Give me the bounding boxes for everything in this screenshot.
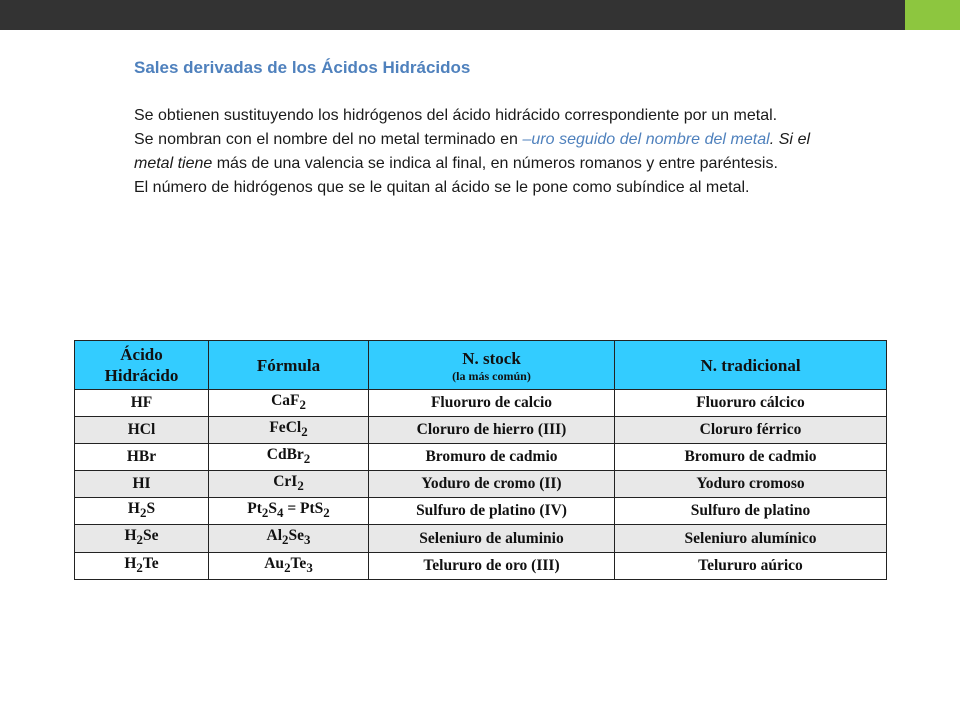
cell-stock-name: Sulfuro de platino (IV) — [369, 498, 615, 525]
table-body — [75, 390, 887, 580]
cell-traditional-name: Fluoruro cálcico — [615, 390, 887, 417]
cell-stock-name: Telururo de oro (III) — [369, 552, 615, 579]
header-formula: Fórmula — [209, 341, 369, 390]
cell-traditional-name: Yoduro cromoso — [615, 471, 887, 498]
cell-traditional-name: Cloruro férrico — [615, 417, 887, 444]
cell-traditional-name: Sulfuro de platino — [615, 498, 887, 525]
cell-formula: $Pt_2S_4 = PtS_2$ — [209, 498, 369, 525]
header-stock-subtitle: (la más común) — [452, 368, 531, 383]
paragraph-1: Se obtienen sustituyendo los hidrógenos del ácido hidrácido correspondiente por un metal. — [134, 107, 778, 124]
header-acid — [75, 341, 209, 390]
table-row — [75, 552, 887, 579]
table-row — [75, 417, 887, 444]
cell-formula: CrI$_2$ — [209, 471, 369, 498]
cell-acid: $H_2Se$ — [75, 525, 209, 552]
cell-formula: CaF$_2$ — [209, 390, 369, 417]
cell-traditional-name: Bromuro de cadmio — [615, 444, 887, 471]
table-header-row — [75, 341, 887, 390]
header-traditional: N. tradicional — [615, 341, 887, 390]
top-accent-block — [905, 0, 960, 30]
cell-formula: $Au_2Te_3$ — [209, 552, 369, 579]
header-stock — [369, 341, 615, 390]
paragraph-2-part-a: Se nombran con el nombre del no metal terminado en — [134, 131, 523, 148]
cell-formula: CdBr$_2$ — [209, 444, 369, 471]
cell-traditional-name: Seleniuro alumínico — [615, 525, 887, 552]
paragraph-2 — [134, 128, 810, 176]
header-acid-line2: Hidrácido — [104, 366, 179, 385]
cell-stock-name: Fluoruro de calcio — [369, 390, 615, 417]
paragraph-2-part-c: . Si el metal tiene — [134, 131, 811, 172]
table-row — [75, 498, 887, 525]
paragraph-3: El número de hidrógenos que se le quitan al ácido se le pone como subíndice al metal. — [134, 179, 750, 196]
cell-acid: $H_2S$ — [75, 498, 209, 525]
salts-table-container — [74, 340, 886, 580]
header-stock-title: N. stock — [462, 348, 521, 368]
highlight-uro-suffix: –uro seguido del nombre del metal — [522, 131, 770, 148]
salts-table — [74, 340, 887, 580]
cell-stock-name: Bromuro de cadmio — [369, 444, 615, 471]
top-bar — [0, 0, 905, 30]
cell-stock-name: Yoduro de cromo (II) — [369, 471, 615, 498]
paragraph-2-part-d: más de una valencia se indica al final, en números romanos y entre paréntesis. — [212, 155, 778, 172]
cell-acid: $H_2Te$ — [75, 552, 209, 579]
table-row — [75, 471, 887, 498]
body-text — [134, 104, 810, 200]
table-row — [75, 390, 887, 417]
cell-acid: HI — [75, 471, 209, 498]
cell-acid: HF — [75, 390, 209, 417]
cell-stock-name: Cloruro de hierro (III) — [369, 417, 615, 444]
cell-traditional-name: Telururo aúrico — [615, 552, 887, 579]
slide-title: Sales derivadas de los Ácidos Hidrácidos — [134, 58, 471, 77]
cell-formula: $Al_2Se_3$ — [209, 525, 369, 552]
table-row — [75, 444, 887, 471]
cell-stock-name: Seleniuro de aluminio — [369, 525, 615, 552]
cell-acid: HBr — [75, 444, 209, 471]
table-row — [75, 525, 887, 552]
cell-acid: HCl — [75, 417, 209, 444]
cell-formula: FeCl$_2$ — [209, 417, 369, 444]
header-acid-line1: Ácido — [120, 345, 163, 364]
